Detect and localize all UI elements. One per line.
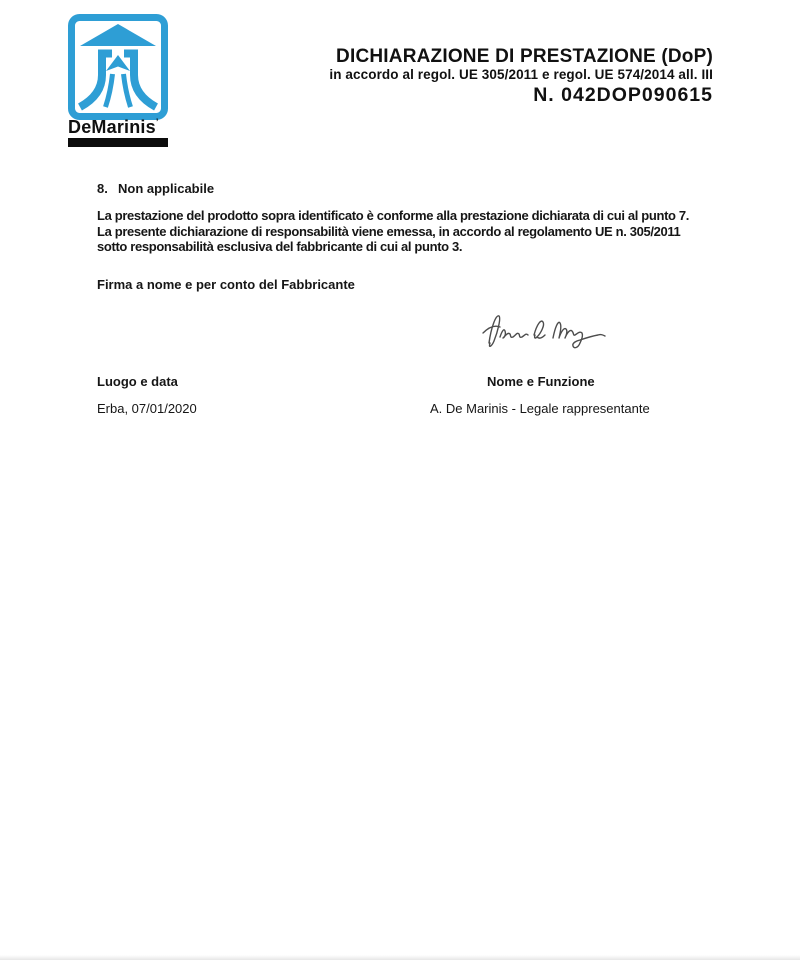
item-text: Non applicabile <box>118 181 215 196</box>
section-item-8 <box>97 181 214 196</box>
declaration-paragraph <box>97 208 689 255</box>
house-arrow-icon <box>68 14 168 120</box>
paragraph-line: La presente dichiarazione di responsabilità viene emessa, in accordo al regolamento UE n. 305/2011 <box>97 223 681 239</box>
logo-registered-mark: ’ <box>155 117 159 127</box>
document-title: DICHIARAZIONE DI PRESTAZIONE (DoP) <box>336 46 713 67</box>
page-edge-shadow <box>0 955 800 960</box>
signature-ink-icon <box>479 306 617 352</box>
signature-caption: Firma a nome e per conto del Fabbricante <box>97 277 355 292</box>
logo-brand-text: DeMarinis <box>68 117 156 137</box>
document-number: N. 042DOP090615 <box>533 84 713 106</box>
item-number: 8. <box>97 181 108 196</box>
document-subtitle: in accordo al regol. UE 305/2011 e regol. UE 574/2014 all. III <box>329 67 713 82</box>
company-logo <box>68 14 168 147</box>
logo-underline-bar <box>68 138 168 147</box>
place-date-value: Erba, 07/01/2020 <box>97 401 197 416</box>
paragraph-line: sotto responsabilità esclusiva del fabbricante di cui al punto 3. <box>97 239 463 254</box>
paragraph-line: La prestazione del prodotto sopra identificato è conforme alla prestazione dichiarata di cui al punto 7. <box>97 208 690 223</box>
name-function-label: Nome e Funzione <box>487 374 595 389</box>
place-date-label: Luogo e data <box>97 374 178 389</box>
handwritten-signature <box>479 306 617 352</box>
logo-wordmark <box>68 117 168 137</box>
document-header <box>329 46 713 106</box>
name-function-value: A. De Marinis - Legale rappresentante <box>430 401 650 416</box>
